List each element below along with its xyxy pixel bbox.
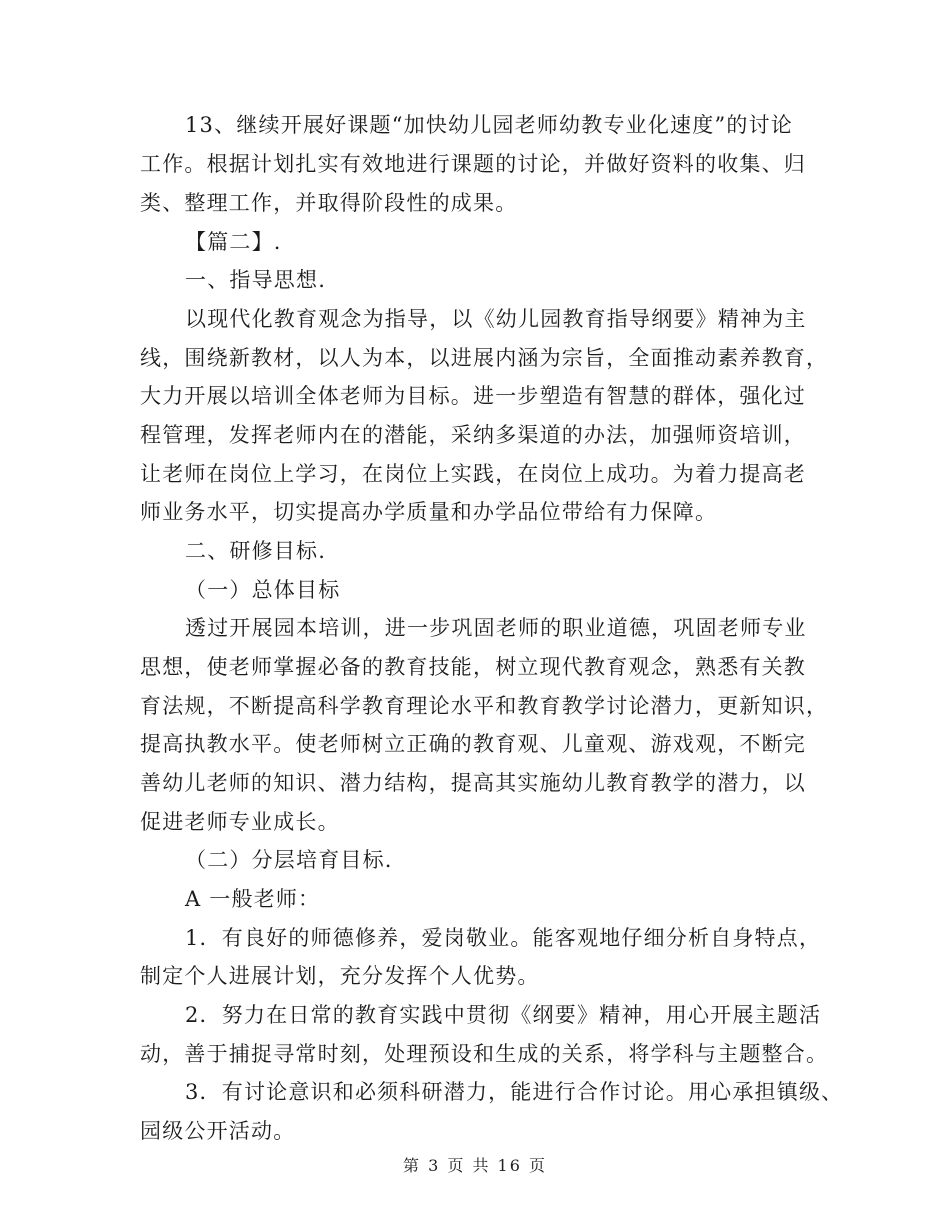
text-line: 善幼儿老师的知识、潜力结构，提高其实施幼儿教育教学的潜力，以 bbox=[140, 771, 806, 795]
text-line: A 一般老师： bbox=[185, 887, 321, 911]
text-line: 大力开展以培训全体老师为目标。进一步塑造有智慧的群体，强化过 bbox=[140, 384, 806, 408]
text-line: 园级公开活动。 bbox=[140, 1119, 296, 1143]
text-line: 思想，使老师掌握必备的教育技能，树立现代教育观念，熟悉有关教 bbox=[140, 655, 806, 679]
text-line: 动，善于捕捉寻常时刻，处理预设和生成的关系，将学科与主题整合。 bbox=[140, 1042, 829, 1066]
text-line: 以现代化教育观念为指导，以《幼儿园教育指导纲要》精神为主 bbox=[185, 307, 807, 331]
text-line: 促进老师专业成长。 bbox=[140, 810, 340, 834]
section-heading: 【篇二】. bbox=[185, 230, 282, 254]
text-line: 让老师在岗位上学习，在岗位上实践，在岗位上成功。为着力提高老 bbox=[140, 462, 806, 486]
text-line: 类、整理工作，并取得阶段性的成果。 bbox=[140, 191, 518, 215]
subsection-heading: （二）分层培育目标. bbox=[185, 848, 393, 872]
text-line: 育法规，不断提高科学教育理论水平和教育教学讨论潜力，更新知识， bbox=[140, 694, 829, 718]
section-heading: 一、指导思想. bbox=[185, 268, 327, 292]
subsection-heading: （一）总体目标 bbox=[185, 578, 341, 602]
text-line: 制定个人进展计划，充分发挥个人优势。 bbox=[140, 964, 540, 988]
text-line: 提高执教水平。使老师树立正确的教育观、儿童观、游戏观，不断完 bbox=[140, 732, 806, 756]
text-line: 透过开展园本培训，进一步巩固老师的职业道德，巩固老师专业 bbox=[185, 616, 807, 640]
page-number-footer: 第 3 页 共 16 页 bbox=[403, 1156, 547, 1175]
text-line: 1．有良好的师德修养，爱岗敬业。能客观地仔细分析自身特点， bbox=[185, 926, 822, 950]
text-line: 13、继续开展好课题“加快幼儿园老师幼教专业化速度”的讨论 bbox=[185, 113, 793, 137]
text-line: 线，围绕新教材，以人为本，以进展内涵为宗旨，全面推动素养教育， bbox=[140, 346, 829, 370]
text-line: 师业务水平，切实提高办学质量和办学品位带给有力保障。 bbox=[140, 500, 718, 524]
text-line: 3．有讨论意识和必须科研潜力，能进行合作讨论。用心承担镇级、 bbox=[185, 1080, 844, 1104]
text-line: 程管理，发挥老师内在的潜能，采纳多渠道的办法，加强师资培训， bbox=[140, 423, 806, 447]
text-line: 工作。根据计划扎实有效地进行课题的讨论，并做好资料的收集、归 bbox=[140, 152, 806, 176]
text-line: 2．努力在日常的教育实践中贯彻《纲要》精神，用心开展主题活 bbox=[185, 1003, 822, 1027]
section-heading: 二、研修目标. bbox=[185, 539, 327, 563]
